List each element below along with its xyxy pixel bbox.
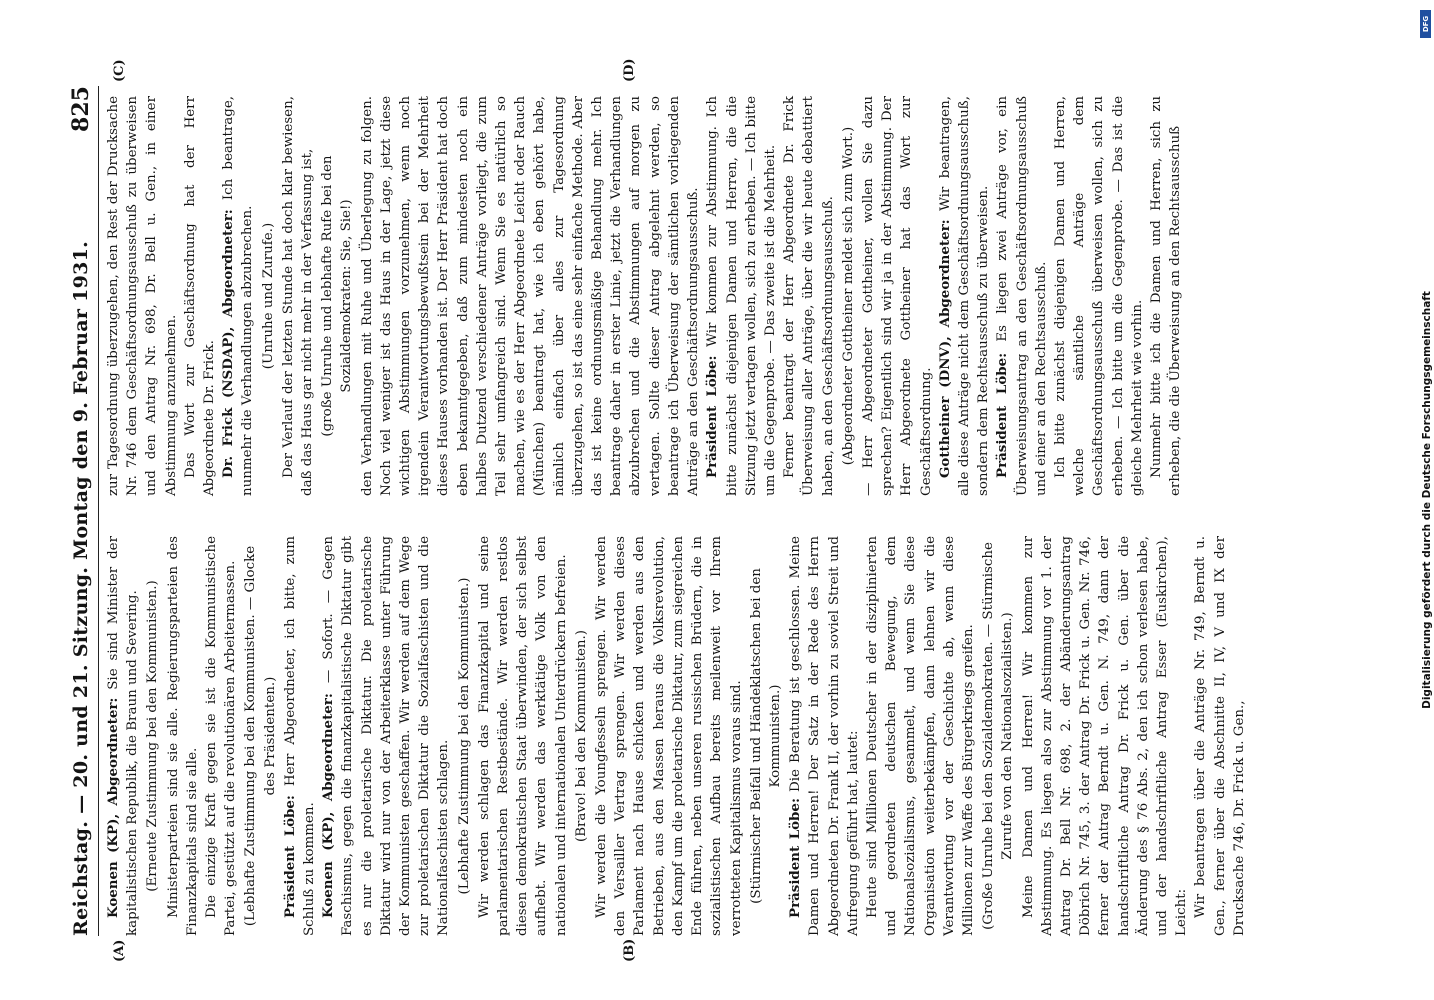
dfg-logo: [1420, 10, 1431, 38]
paragraph: Ministerparteien sind sie alle. Regierungsparteien des Finanzkapitals sind sie alle.: [165, 536, 200, 936]
paragraph: Ferner beantragt der Herr Abgeordnete Dr. Frick Überweisung aller Anträge, über die wir heute debattiert haben, an den Geschäftsordnungsausschuß.: [782, 96, 836, 496]
speech-paragraph: [104, 536, 142, 936]
page-header: [62, 86, 99, 936]
speaker-name: Koenen (KP), Abgeordneter:: [105, 697, 121, 918]
margin-mark-d: (D): [622, 58, 637, 82]
text-column-left: [104, 536, 1249, 936]
paragraph: Der Verlauf der letzten Stunde hat doch klar bewiesen, daß das Haus gar nicht mehr in der Verfassung ist,: [280, 96, 316, 496]
margin-mark-a: (A): [112, 939, 127, 962]
speaker-name: Präsident Löbe:: [704, 355, 721, 478]
speech-paragraph: [993, 96, 1051, 496]
digitization-credit: Digitalisierung gefördert durch die Deutsche Forschungsgemeinschaft: [1421, 291, 1433, 709]
paragraph: Wir werden schlagen das Finanzkapital und seine parlamentarischen Restbestände. Wir werden restlos diesen demokratischen Staat überwinden, der sich selbst aufhebt. Wir werden das werktätige Volk von den nationalen und internationalen Unterdrückern befreien.: [476, 536, 569, 936]
stage-direction: (Lebhafte Zustimmung bei den Kommunisten.): [456, 577, 472, 895]
paragraph: Nunmehr bitte ich die Damen und Herren, sich zu erheben, die die Überweisung an den Rechtsausschuß: [1148, 96, 1184, 496]
paragraph: Heute sind Millionen Deutscher in der disziplinierten und geordneten deutschen Bewegung, dem Nationalsozialismus, gesammelt, und wenn Sie diese Organisation weiterbekämpfen, dann lehnen wir die Verantwortung vor der Geschichte ab, wenn diese Millionen zur Waffe des Bürgerkriegs greifen.: [864, 536, 976, 936]
speech-paragraph: [319, 536, 453, 936]
margin-mark-b: (B): [622, 938, 637, 962]
paragraph: — Herr Abgeordneter Gottheiner, wollen Sie dazu sprechen? Eigentlich sind wir ja in der Abstimmung. Der Herr Abgeordnete Gottheiner hat das Wort zur Geschäftsordnung.: [860, 96, 934, 496]
paragraph: Das Wort zur Geschäftsordnung hat der Herr Abgeordnete Dr. Frick.: [182, 96, 218, 496]
speaker-name: Koenen (KP), Abgeordneter:: [320, 693, 337, 918]
dfg-logo-text: DFG: [1421, 15, 1430, 33]
paragraph: zur Tagesordnung überzugehen, den Rest der Drucksache Nr. 746 dem Geschäftsordnungsausschuß zu überweisen und den Antrag Nr. 698, Dr. Bell u. Gen., in einer Abstimmung anzunehmen.: [106, 96, 179, 496]
speech-paragraph: [219, 96, 257, 496]
stage-direction: (große Unruhe und lebhafte Rufe bei den Sozialdemokraten: Sie, Sie!): [320, 155, 355, 437]
speech-text: Herr Abgeordneter, ich bitte, zum Schluß zu kommen.: [282, 536, 318, 936]
rotated-page-content: [62, 58, 1422, 962]
speech-text: Die Beratung ist geschlossen. Meine Damen und Herren! Der Satz in der Rede des Herrn Abgeordneten Dr. Frank II, der vorhin zu soviel Streit und Aufregung geführt hat, lautet:: [788, 536, 861, 936]
paragraph: Wir werden die Youngfesseln sprengen. Wir werden den Versailler Vertrag sprengen. Wir werden dieses Parlament nach Hause schicken und werden aus den Betrieben, aus den Massen heraus die Volksrevolution, den Kampf um die proletarische Diktatur, zum siegreichen Ende führen, neben unseren russischen Brüdern, die in sozialistischen Aufbau bereits meilenweit vor Ihrem verrotteten Kapitalismus voraus sind.: [594, 536, 744, 936]
speech-text: Sie sind Minister der kapitalistischen Republik, die Braun und Severing.: [106, 536, 141, 936]
paragraph: Wir beantragen über die Anträge Nr. 749, Berndt u. Gen., ferner über die Abschnitte II, IV, V und IX der Drucksache 746, Dr. Frick u. Gen.,: [1193, 536, 1247, 936]
page-number: 825: [68, 86, 94, 132]
speech-text: Wir beantragen, alle diese Anträge nicht dem Geschäftsordnungsausschuß, sondern dem Rechtsausschuß zu überweisen.: [937, 96, 992, 496]
speech-text: Ich beantrage, nunmehr die Verhandlungen abzubrechen.: [221, 95, 256, 496]
paragraph: Meine Damen und Herren! Wir kommen zur Abstimmung. Es liegen also zur Abstimmung vor 1. der Antrag Dr. Bell Nr. 698, 2. der Abänderungsantrag Döbrich Nr. 745, 3. der Antrag Dr. Frick u. Gen. Nr. 746, ferner der Antrag Berndt u. Gen. N. 749, dann der handschriftliche Antrag Dr. Frick u. Gen. über die Änderung des § 76 Abs. 2, den ich schon verlesen habe, und der handschriftliche Antrag Esser (Euskirchen), Leicht:: [1020, 536, 1190, 936]
stage-direction: (Unruhe und Zurufe.): [260, 222, 276, 370]
paragraph: den Verhandlungen mit Ruhe und Überlegung zu folgen. Noch viel weniger ist das Haus in der Lage, jetzt diese wichtigen Abstimmungen vorzunehmen, wenn noch irgendein Verantwortungsbewußtsein bei der Mehrheit dieses Hauses vorhanden ist. Der Herr Präsident hat doch eben bekanntgegeben, daß zum mindesten noch ein halbes Dutzend verschiedener Anträge vorliegt, die zum Teil sehr umfangreich sind. Wenn Sie es natürlich so machen, wie es der Herr Abgeordnete Leicht oder Rauch (München) beantragt hat, wie ich eben gehört habe, nämlich einfach über alles zur Tagesordnung überzugehen, so ist das eine sehr einfache Methode. Aber das ist keine ordnungsmäßige Behandlung mehr. Ich beantrage daher in erster Linie, jetzt die Verhandlungen abzubrechen und die Abstimmungen auf morgen zu vertagen. Sollte dieser Antrag abgelehnt werden, so beantrage ich Überweisung der sämtlichen vorliegenden Anträge an den Geschäftsordnungsausschuß.: [359, 96, 702, 496]
paragraph: Die einzige Kraft gegen sie ist die Kommunistische Partei, gestützt auf die revolutionären Arbeitermassen.: [204, 536, 239, 936]
speaker-name: Präsident Löbe:: [281, 795, 298, 918]
text-column-right: [104, 96, 1185, 496]
speech-paragraph: [936, 96, 994, 496]
stage-direction: (Große Unruhe bei den Sozialdemokraten. — Stürmische Zurufe von den Nationalsozialisten.): [981, 542, 1016, 930]
speech-text: Wir kommen zur Abstimmung. Ich bitte zunächst diejenigen Damen und Herren, die die Sitzung jetzt vertagen wollen, sich zu erheben. — Ich bitte um die Gegenprobe. — Das zweite ist die Mehrheit.: [705, 96, 778, 496]
speech-paragraph: [786, 536, 863, 936]
speaker-name: Gottheiner (DNV), Abgeordneter:: [936, 219, 953, 478]
speaker-name: Präsident Löbe:: [787, 798, 804, 918]
running-head: Reichstag. — 20. und 21. Sitzung. Montag den 9. Februar 1931.: [70, 240, 92, 936]
margin-mark-c: (C): [112, 59, 127, 82]
paragraph: Ich bitte zunächst diejenigen Damen und Herren, welche sämtliche Anträge dem Geschäftsordnungsausschuß überweisen wollen, sich zu erheben. — Ich bitte um die Gegenprobe. — Das ist die gleiche Mehrheit wie vorhin.: [1052, 96, 1145, 496]
speech-paragraph: [281, 536, 319, 936]
stage-direction: (Abgeordneter Gottheiner meldet sich zum Wort.): [840, 126, 856, 466]
stage-direction: (Lebhafte Zustimmung bei den Kommunisten. — Glocke des Präsidenten.): [243, 545, 278, 927]
speaker-name: Präsident Löbe:: [994, 352, 1011, 478]
stage-direction: (Bravo! bei den Kommunisten.): [573, 629, 589, 843]
speech-text: Es liegen zwei Anträge vor, ein Überweisungsantrag an den Geschäftsordnungsausschuß und einer an den Rechtsausschuß.: [995, 96, 1049, 496]
stage-direction: (Erneute Zustimmung bei den Kommunisten.): [145, 580, 161, 892]
speech-text: — Sofort. — Gegen Faschismus, gegen die finanzkapitalistische Diktatur gibt es nur die proletarische Diktatur. Die proletarische Diktatur wird nur von der Arbeiterklasse unter Führung der Kommunisten geschaffen. Wir werden auf dem Wege zur proletarischen Diktatur die Sozialfaschisten und die Nationalfaschisten schlagen.: [321, 536, 452, 936]
speaker-name: Dr. Frick (NSDAP), Abgeordneter:: [220, 209, 237, 478]
stage-direction: (Stürmischer Beifall und Händeklatschen bei den Kommunisten.): [748, 568, 783, 904]
speech-paragraph: [703, 96, 780, 496]
